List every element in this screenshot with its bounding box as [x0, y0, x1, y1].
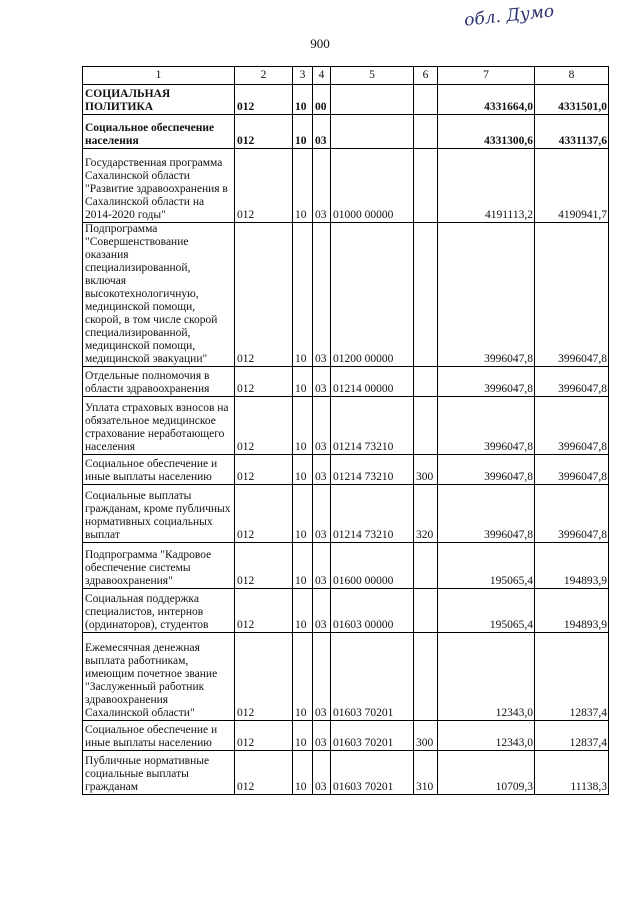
row-csr: 01214 73210	[331, 397, 414, 455]
row-sum-1: 3996047,8	[438, 223, 535, 367]
row-pr: 03	[313, 149, 331, 223]
row-sum-2: 12837,4	[535, 721, 609, 751]
row-vr	[414, 149, 438, 223]
row-pr: 03	[313, 223, 331, 367]
row-name: Отдельные полномочия в области здравоохранения	[83, 367, 235, 397]
row-name: Уплата страховых взносов на обязательное медицинское страхование неработающего населения	[83, 397, 235, 455]
row-csr: 01600 00000	[331, 543, 414, 589]
row-vr	[414, 223, 438, 367]
row-ved: 012	[235, 397, 293, 455]
row-rz: 10	[293, 455, 313, 485]
row-vr: 310	[414, 751, 438, 795]
row-sum-1: 4331664,0	[438, 85, 535, 115]
table-row	[83, 85, 609, 115]
row-sum-2: 194893,9	[535, 589, 609, 633]
row-pr: 03	[313, 397, 331, 455]
table-row	[83, 751, 609, 795]
row-name: Социальное обеспечение населения	[83, 115, 235, 149]
table-row	[83, 115, 609, 149]
row-sum-2: 11138,3	[535, 751, 609, 795]
row-sum-2: 3996047,8	[535, 397, 609, 455]
table-body	[83, 85, 609, 795]
row-sum-1: 4191113,2	[438, 149, 535, 223]
row-rz: 10	[293, 589, 313, 633]
row-sum-1: 3996047,8	[438, 397, 535, 455]
col-header: 1	[83, 67, 235, 85]
row-sum-2: 3996047,8	[535, 223, 609, 367]
row-sum-1: 12343,0	[438, 721, 535, 751]
row-vr: 300	[414, 455, 438, 485]
row-vr	[414, 115, 438, 149]
row-csr	[331, 115, 414, 149]
row-sum-2: 3996047,8	[535, 367, 609, 397]
table-row	[83, 485, 609, 543]
row-sum-2: 3996047,8	[535, 455, 609, 485]
budget-table	[82, 66, 609, 795]
row-ved: 012	[235, 589, 293, 633]
row-name: СОЦИАЛЬНАЯ ПОЛИТИКА	[83, 85, 235, 115]
row-csr	[331, 85, 414, 115]
row-ved: 012	[235, 721, 293, 751]
row-name: Публичные нормативные социальные выплаты гражданам	[83, 751, 235, 795]
table-row	[83, 455, 609, 485]
row-sum-2: 4331137,6	[535, 115, 609, 149]
row-rz: 10	[293, 721, 313, 751]
row-sum-1: 12343,0	[438, 633, 535, 721]
row-sum-2: 194893,9	[535, 543, 609, 589]
row-sum-1: 10709,3	[438, 751, 535, 795]
row-pr: 03	[313, 485, 331, 543]
col-header: 8	[535, 67, 609, 85]
row-rz: 10	[293, 223, 313, 367]
table-row	[83, 397, 609, 455]
col-header: 5	[331, 67, 414, 85]
row-pr: 03	[313, 633, 331, 721]
row-pr: 03	[313, 543, 331, 589]
col-header: 4	[313, 67, 331, 85]
row-ved: 012	[235, 223, 293, 367]
row-name: Социальные выплаты гражданам, кроме публичных нормативных социальных выплат	[83, 485, 235, 543]
row-csr: 01214 73210	[331, 455, 414, 485]
row-vr	[414, 543, 438, 589]
row-name: Государственная программа Сахалинской области "Развитие здравоохранения в Сахалинской области на 2014-2020 годы"	[83, 149, 235, 223]
row-rz: 10	[293, 633, 313, 721]
row-csr: 01000 00000	[331, 149, 414, 223]
row-name: Подпрограмма "Кадровое обеспечение системы здравоохранения"	[83, 543, 235, 589]
row-sum-1: 4331300,6	[438, 115, 535, 149]
table-row	[83, 543, 609, 589]
row-pr: 03	[313, 751, 331, 795]
row-name: Ежемесячная денежная выплата работникам, имеющим почетное звание "Заслуженный работник здравоохранения Сахалинской области"	[83, 633, 235, 721]
row-name: Социальное обеспечение и иные выплаты населению	[83, 721, 235, 751]
row-csr: 01603 70201	[331, 633, 414, 721]
row-pr: 03	[313, 367, 331, 397]
row-rz: 10	[293, 367, 313, 397]
row-pr: 03	[313, 721, 331, 751]
row-ved: 012	[235, 115, 293, 149]
row-vr: 300	[414, 721, 438, 751]
table-row	[83, 633, 609, 721]
table-header-row	[83, 67, 609, 85]
table-row	[83, 367, 609, 397]
row-name: Социальное обеспечение и иные выплаты населению	[83, 455, 235, 485]
row-sum-2: 12837,4	[535, 633, 609, 721]
table-row	[83, 589, 609, 633]
col-header: 3	[293, 67, 313, 85]
row-vr	[414, 397, 438, 455]
row-sum-1: 3996047,8	[438, 485, 535, 543]
row-vr	[414, 633, 438, 721]
row-csr: 01603 70201	[331, 751, 414, 795]
row-rz: 10	[293, 397, 313, 455]
row-rz: 10	[293, 85, 313, 115]
row-pr: 03	[313, 589, 331, 633]
row-rz: 10	[293, 115, 313, 149]
row-pr: 03	[313, 455, 331, 485]
row-pr: 03	[313, 115, 331, 149]
row-ved: 012	[235, 367, 293, 397]
row-csr: 01200 00000	[331, 223, 414, 367]
row-vr	[414, 589, 438, 633]
handwritten-note: обл. Думо	[463, 1, 556, 31]
row-ved: 012	[235, 485, 293, 543]
row-csr: 01214 73210	[331, 485, 414, 543]
col-header: 6	[414, 67, 438, 85]
row-ved: 012	[235, 85, 293, 115]
row-sum-1: 3996047,8	[438, 455, 535, 485]
row-csr: 01603 00000	[331, 589, 414, 633]
row-rz: 10	[293, 751, 313, 795]
table-row	[83, 721, 609, 751]
row-sum-2: 3996047,8	[535, 485, 609, 543]
row-ved: 012	[235, 149, 293, 223]
table-row	[83, 223, 609, 367]
col-header: 7	[438, 67, 535, 85]
row-vr	[414, 367, 438, 397]
row-ved: 012	[235, 455, 293, 485]
row-sum-1: 195065,4	[438, 589, 535, 633]
row-ved: 012	[235, 633, 293, 721]
row-sum-2: 4331501,0	[535, 85, 609, 115]
row-csr: 01214 00000	[331, 367, 414, 397]
row-name: Социальная поддержка специалистов, интернов (ординаторов), студентов	[83, 589, 235, 633]
row-pr: 00	[313, 85, 331, 115]
row-csr: 01603 70201	[331, 721, 414, 751]
row-sum-1: 195065,4	[438, 543, 535, 589]
row-sum-1: 3996047,8	[438, 367, 535, 397]
row-sum-2: 4190941,7	[535, 149, 609, 223]
row-vr	[414, 85, 438, 115]
col-header: 2	[235, 67, 293, 85]
row-vr: 320	[414, 485, 438, 543]
row-rz: 10	[293, 149, 313, 223]
table-row	[83, 149, 609, 223]
row-rz: 10	[293, 485, 313, 543]
page-number: 900	[310, 36, 330, 51]
row-name: Подпрограмма "Совершенствование оказания специализированной, включая высокотехнологичную, медицинской помощи, скорой, в том числе скорой специализированной, медицинской помощи, медицинской эвакуации"	[83, 223, 235, 367]
row-rz: 10	[293, 543, 313, 589]
row-ved: 012	[235, 751, 293, 795]
row-ved: 012	[235, 543, 293, 589]
